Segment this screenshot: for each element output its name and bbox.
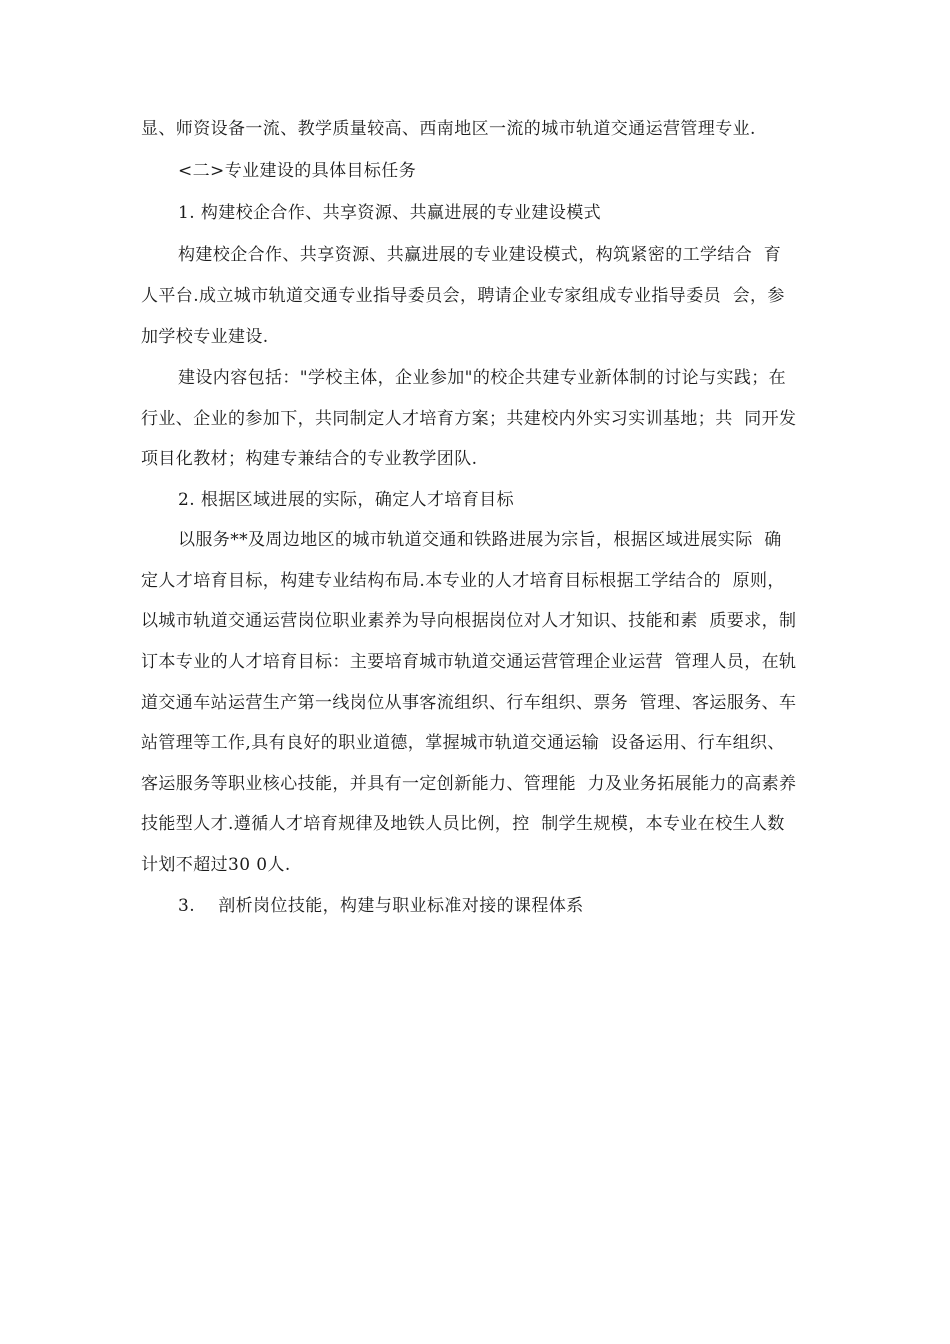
subheading-3: 3. 剖析岗位技能，构建与职业标准对接的课程体系	[178, 896, 584, 916]
subheading-2: 2. 根据区域进展的实际，确定人才培育目标	[178, 490, 515, 510]
paragraph-line: 显、师资设备一流、教学质量较高、西南地区一流的城市轨道交通运营管理专业.	[141, 119, 756, 139]
paragraph-line: 定人才培育目标，构建专业结构布局.本专业的人才培育目标根据工学结合的 原则，	[141, 571, 785, 591]
paragraph-line: 建设内容包括："学校主体，企业参加"的校企共建专业新体制的讨论与实践；在	[178, 368, 787, 388]
paragraph-line: 以服务**及周边地区的城市轨道交通和铁路进展为宗旨，根据区域进展实际 确	[178, 530, 782, 550]
paragraph-line: 项目化教材；构建专兼结合的专业教学团队.	[141, 449, 478, 469]
subheading-1: 1. 构建校企合作、共享资源、共赢进展的专业建设模式	[178, 203, 602, 223]
paragraph-line: 人平台.成立城市轨道交通专业指导委员会，聘请企业专家组成专业指导委员 会，参	[141, 286, 785, 306]
paragraph-line: 站管理等工作,具有良好的职业道德，掌握城市轨道交通运输 设备运用、行车组织、	[141, 733, 785, 753]
section-heading: <二>专业建设的具体目标任务	[178, 161, 417, 181]
paragraph-line: 构建校企合作、共享资源、共赢进展的专业建设模式，构筑紧密的工学结合 育	[178, 245, 782, 265]
paragraph-line: 计划不超过30 0人.	[141, 855, 291, 875]
paragraph-line: 行业、企业的参加下，共同制定人才培育方案；共建校内外实习实训基地；共 同开发	[141, 409, 797, 429]
paragraph-line: 订本专业的人才培育目标：主要培育城市轨道交通运营管理企业运营 管理人员，在轨	[141, 652, 797, 672]
paragraph-line: 以城市轨道交通运营岗位职业素养为导向根据岗位对人才知识、技能和素 质要求，制	[141, 611, 797, 631]
paragraph-line: 道交通车站运营生产第一线岗位从事客流组织、行车组织、票务 管理、客运服务、车	[141, 693, 797, 713]
paragraph-line: 加学校专业建设.	[141, 327, 269, 347]
paragraph-line: 客运服务等职业核心技能，并具有一定创新能力、管理能 力及业务拓展能力的高素养	[141, 774, 797, 794]
paragraph-line: 技能型人才.遵循人才培育规律及地铁人员比例，控 制学生规模，本专业在校生人数	[141, 814, 785, 834]
